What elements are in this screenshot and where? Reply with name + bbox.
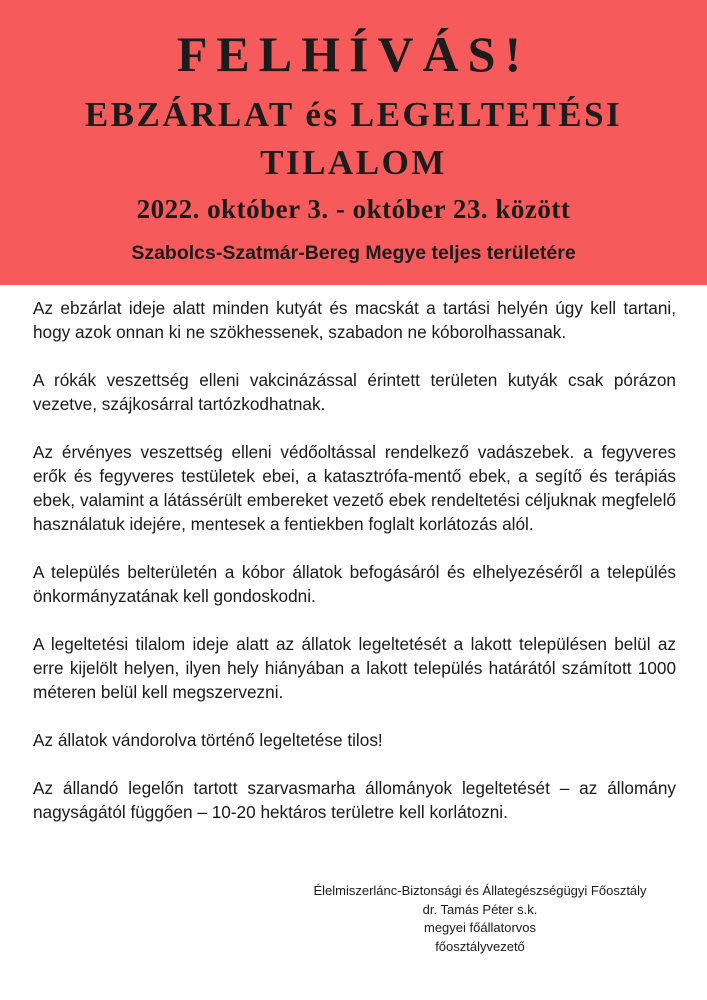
paragraph-fox-vaccination-area: A rókák veszettség elleni vakcinázással érintett területen kutyák csak pórázon vezetve, szájkosárral tartózkodhatnak. (33, 370, 676, 414)
header-banner (0, 0, 707, 285)
region-text: Szabolcs-Szatmár-Bereg Megye teljes területére (131, 242, 576, 264)
paragraph-cattle-grazing: Az állandó legelőn tartott szarvasmarha állományok legeltetését – az állomány nagyságától függően – 10-20 hektáros területre kell korlátozni. (33, 778, 676, 822)
signature-block (270, 882, 690, 956)
date-range: 2022. október 3. - október 23. között (136, 194, 571, 224)
notice-body (33, 296, 676, 848)
paragraph-wandering-grazing: Az állatok vándorolva történő legeltetése tilos! (33, 730, 383, 750)
notice-subtitle-line2: TILALOM (260, 143, 447, 182)
notice-subtitle-line1: EBZÁRLAT és LEGELTETÉSI (84, 95, 623, 134)
signature-role1: megyei főállatorvos (424, 920, 536, 935)
paragraph-grazing-ban: A legeltetési tilalom ideje alatt az állatok legeltetését a lakott településen belül az erre kijelölt helyen, ilyen hely hiányában a lakott település határától számított 1000 méteren belül kell megszervezni. (33, 634, 676, 702)
paragraph-dog-cat-confinement: Az ebzárlat ideje alatt minden kutyát és macskát a tartási helyén úgy kell tartani, hogy azok onnan ki ne szökhessenek, szabadon ne kóborolhassanak. (33, 298, 676, 342)
paragraph-stray-animals: A település belterületén a kóbor állatok befogásáról és elhelyezéséről a település önkormányzatának kell gondoskodni. (33, 562, 676, 606)
notice-title: FELHÍVÁS! (176, 26, 531, 82)
signature-department: Élelmiszerlánc-Biztonsági és Állategészségügyi Főosztály (313, 883, 647, 898)
paragraph-exemptions: Az érvényes veszettség elleni védőoltással rendelkező vadászebek. a fegyveres erők és fegyveres testületek ebei, a katasztrófa-mentő ebek, a segítő és terápiás ebek, valamint a látássérült embereket vezető ebek rendeltetési céljuknak megfelelő használatuk idejére, mentesek a fentiekben foglalt korlátozás alól. (33, 442, 676, 534)
signature-role2: főosztályvezető (435, 938, 525, 954)
signature-name: dr. Tamás Péter s.k. (422, 901, 538, 917)
